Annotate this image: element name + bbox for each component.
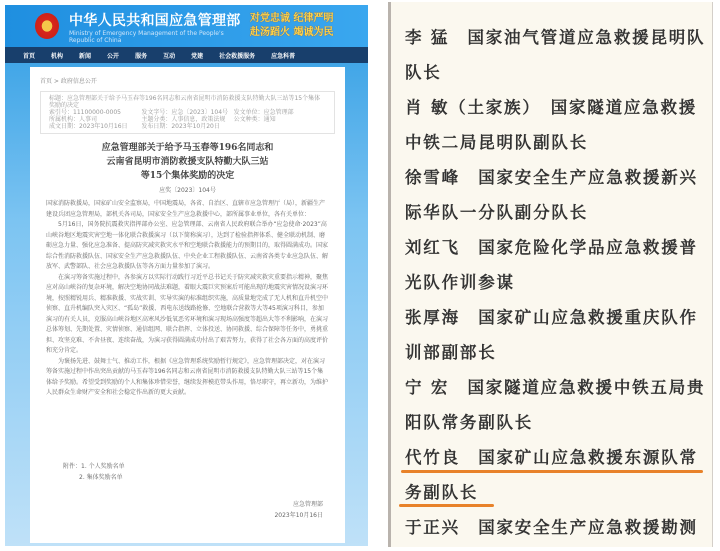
entry-line: 宁 宏 国家隧道应急救援中铁五局贵 [405,378,706,397]
paragraph: 为褒扬先进、鼓舞士气、推动工作，根据《应急管理系统奖励暂行规定》，应急管理部决定，对在演习筹备实施过程中作出突出贡献的马玉春等196名同志和云南省昆明市消防救援支队特勤大队三站等15个集体给予奖励。希望受到奖励的个人和集体珍惜荣誉，继续发挥模范带头作用，恪尽职守，再立新功，为维护人民群众生命财产安全和社会稳定作出新的更大贡献。 [46,357,329,396]
nav-item[interactable]: 党建 [191,52,204,60]
entry-line: 张厚海 国家矿山应急救援重庆队作 [405,308,698,327]
info-field: 成文日期：2023年10月16日 [49,123,128,130]
attachment-link[interactable]: 附件：1. 个人奖励名单 [63,463,125,470]
entry-line: 徐雪峰 国家安全生产应急救援新兴 [405,168,698,187]
award-list [391,2,712,546]
national-emblem-icon [35,13,59,39]
main-nav [5,47,368,63]
attachments [63,461,125,483]
list-item [391,91,712,160]
attachment-link[interactable]: 2. 集体奖励名单 [79,474,123,481]
list-item [391,441,712,510]
nav-item[interactable]: 首页 [23,52,36,60]
entry-line: 队长 [405,62,442,82]
list-item [391,161,712,230]
paragraph: 国家消防救援局，国家矿山安全监察局，中国地震局，各省、自治区、直辖市应急管理厅（局），新疆生产建设兵团应急管理局，部机关各司局，国家安全生产应急救援中心，部所属事业单位，各有关单位： [46,200,326,218]
paragraph: 在演习筹备实施过程中，各参演方以实际行动践行习近平总书记关于防灾减灾救灾重要指示精神，聚焦应对高山峡谷的复杂环境，解决空地协同战法难题，着眼大震巨灾预案后可能出现的地震灾害情况设演习环境，按照精锐用兵、精准救援、实战实训、实导实演的标准组织实施，高质量地完成了无人机和直升机空中侦察、直升机编队突入灾区、“孤岛”救援、西电东送线路抢修、空地联合营救等大等45项演习科目，参加演习的有关人员，克服高山峡谷地区高寒风沙低氧恶劣环境和演习现场高强度等超出大等不利影响，在演习总体筹划、先期处置、灾情侦察、通信组网、联合指挥、立体投送、协同救援、综合保障等任务中，勇挑重担、攻坚克难、不舍昼夜、连续奋战，为演习获得圆满成功付出了艰苦努力，获得了社会各方面的高度评价和充分肯定。 [46,273,329,354]
site-title[interactable]: 中华人民共和国应急管理部 [69,13,241,29]
entry-line: 务副队长 [391,476,712,511]
list-item [391,511,712,546]
info-title: 标题：应急管理部关于给予马玉春等196名同志和云南省昆明市消防救援支队特勤大队三站等15个集体奖励的决定 [49,95,321,109]
site-subtitle: Ministry of Emergency Management of the People's Republic of China [69,30,224,44]
content-card [30,67,345,543]
entry-line: 于正兴 国家安全生产应急救援勘测 [405,518,698,537]
nav-item[interactable]: 应急科普 [271,52,296,60]
info-field: 主题分类：人事信息，政策法规 [141,116,226,123]
entry-line: 代竹良 国家矿山应急救援东源队常 [391,441,712,476]
website-screenshot [5,5,368,546]
info-field: 发文字号：应急〔2023〕104号 [141,109,229,116]
entry-line: 刘红飞 国家危险化学品应急救援普 [405,238,698,257]
slogan-line: 赴汤蹈火 竭诚为民 [250,27,334,38]
slogan-line: 对党忠诚 纪律严明 [250,13,334,24]
entry-line: 光队作训参谋 [405,272,515,292]
nav-item[interactable]: 服务 [135,52,148,60]
document-title: 应急管理部关于给予马玉春等196名同志和 云南省昆明市消防救援支队特勤大队三站 等15个集体奖励的决定 [101,143,274,181]
info-field: 发文单位：应急管理部 [233,109,294,116]
award-list-panel [388,2,713,547]
list-item [391,371,712,440]
entry-line: 中铁二局昆明队副队长 [405,132,588,152]
nav-item[interactable]: 互动 [163,52,176,60]
entry-line: 训部副部长 [405,342,497,362]
info-field: 所属机构：人事司 [49,116,98,123]
list-item [391,301,712,370]
nav-item[interactable]: 社会救援服务 [219,52,256,60]
info-field: 索引号：11100000-0005 [49,109,121,116]
breadcrumb[interactable]: 首页 > 政府信息公开 [40,78,97,85]
entry-line: 阳队常务副队长 [405,412,534,432]
paragraph: 5月16日，国务院抗震救灾指挥部办公室、应急管理部、云南省人民政府联合举办“应急使命·2023”高山峡谷地区地震灾害空地一体化联合救援演习（以下简称演习），达到了检验指挥体系、健全联动机制、磨砺应急力量、强化应急准备、提高防灾减灾救灾水平和空地联合救援能力的预期目的，取得圆满成功。国家综合性消防救援队伍、国家安全生产应急救援队伍、中央企业工程救援队伍、云南省各类专业应急队伍、解放军、武警部队、社会应急救援队伍等各方面力量参加了演习。 [46,221,329,270]
list-item [391,21,712,90]
entry-line: 际华队一分队副分队长 [405,202,588,222]
document-info-box [40,91,335,134]
entry-line: 肖 敏（土家族） 国家隧道应急救援 [405,98,698,117]
slogan [250,12,362,40]
nav-item[interactable]: 新闻 [79,52,92,60]
list-item [391,231,712,300]
nav-item[interactable]: 机构 [51,52,64,60]
document-body [46,199,328,399]
site-header [5,5,368,47]
entry-line: 李 猛 国家油气管道应急救援昆明队 [405,28,706,47]
nav-item[interactable]: 公开 [107,52,120,60]
signature: 应急管理部 2023年10月16日 [274,501,323,519]
info-field: 公文种类：通知 [233,116,276,123]
document-number: 应奖〔2023〕104号 [159,187,216,194]
info-field: 发布日期：2023年10月20日 [141,123,220,130]
